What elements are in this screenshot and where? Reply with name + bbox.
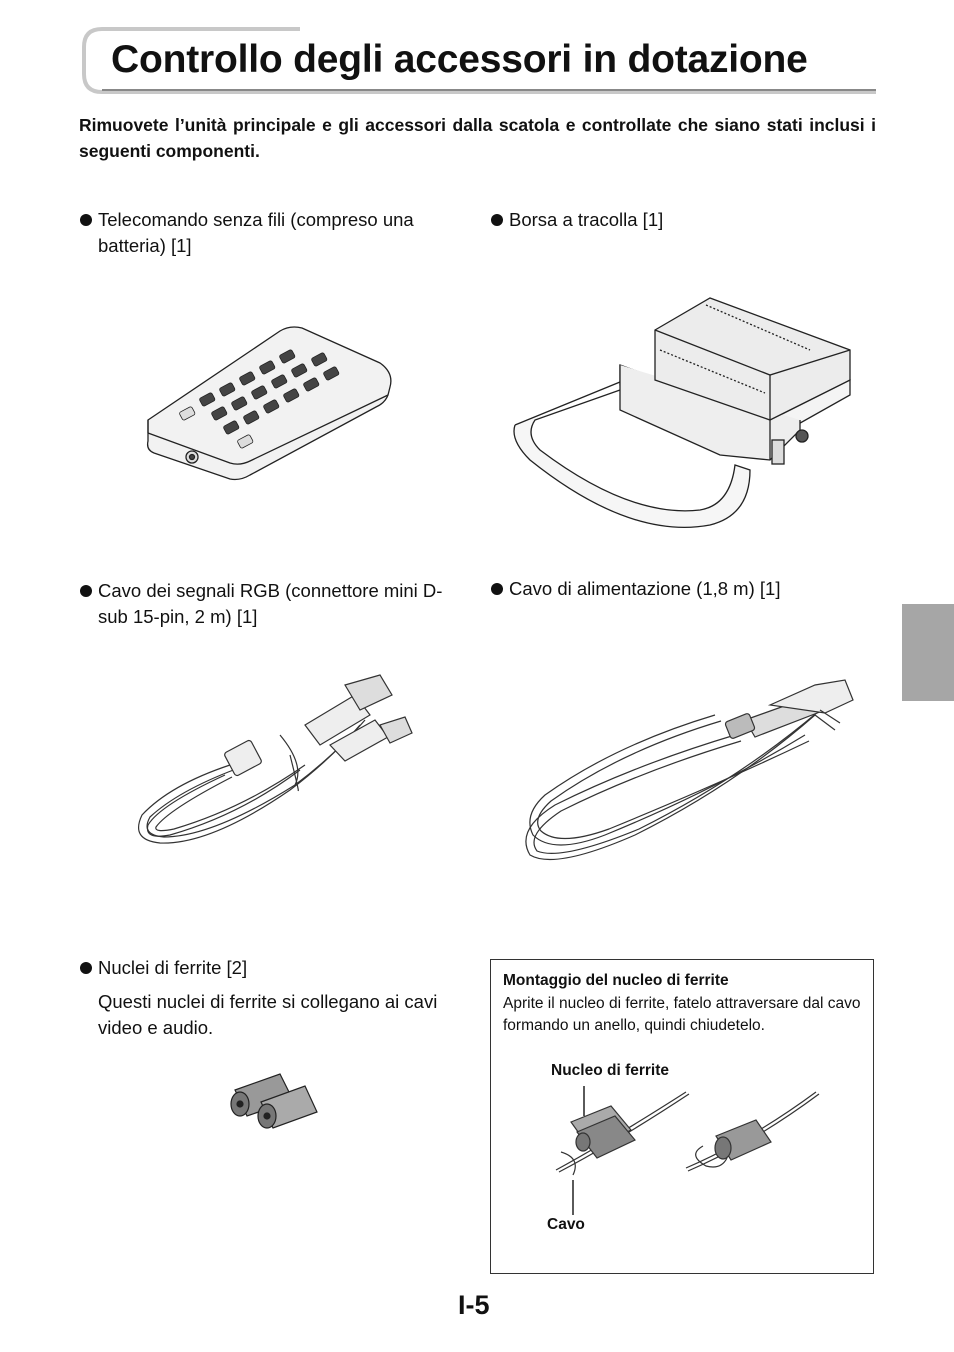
- label-cable: Cavo: [547, 1216, 585, 1233]
- intro-text: Rimuovete l’unità principale e gli accessori dalla scatola e controllate che siano stati inclusi i seguenti componenti.: [79, 115, 876, 161]
- item-rgb-cable: [80, 578, 465, 630]
- power-cable-illustration: [515, 655, 860, 870]
- ferrite-assembly-note: [490, 959, 874, 1274]
- item-ferrite-label: Nuclei di ferrite [2]: [98, 957, 248, 978]
- item-rgb-cable-label: Cavo dei segnali RGB (connettore mini D-sub 15-pin, 2 m) [1]: [98, 580, 443, 627]
- title-bracket: [80, 26, 876, 94]
- item-remote: [80, 207, 460, 259]
- item-ferrite-description: Questi nuclei di ferrite si collegano ai cavi video e audio.: [98, 991, 438, 1038]
- item-power-cable-label: Cavo di alimentazione (1,8 m) [1]: [509, 578, 781, 599]
- ferrite-assembly-illustration: [491, 1080, 875, 1220]
- item-bag-label: Borsa a tracolla [1]: [509, 209, 664, 230]
- bullet-icon: [491, 214, 503, 226]
- bullet-icon: [491, 583, 503, 595]
- item-power-cable: [491, 576, 871, 602]
- bullet-icon: [80, 585, 92, 597]
- bullet-icon: [80, 962, 92, 974]
- section-tab: [902, 604, 954, 701]
- note-title: Montaggio del nucleo di ferrite: [503, 972, 729, 989]
- bullet-icon: [80, 214, 92, 226]
- remote-control-illustration: [140, 325, 400, 500]
- item-remote-label: Telecomando senza fili (compreso una batteria) [1]: [98, 209, 414, 256]
- rgb-cable-illustration: [130, 665, 425, 855]
- page-title: Controllo degli accessori in dotazione: [111, 38, 808, 81]
- page-number: I-5: [458, 1290, 490, 1320]
- label-ferrite-core: Nucleo di ferrite: [551, 1062, 669, 1079]
- item-bag: [491, 207, 871, 233]
- ferrite-cores-illustration: [225, 1070, 320, 1130]
- shoulder-bag-illustration: [510, 290, 860, 535]
- item-ferrite: [80, 955, 450, 1041]
- note-body: Aprite il nucleo di ferrite, fatelo attraversare dal cavo formando un anello, quindi chiudetelo.: [503, 995, 861, 1034]
